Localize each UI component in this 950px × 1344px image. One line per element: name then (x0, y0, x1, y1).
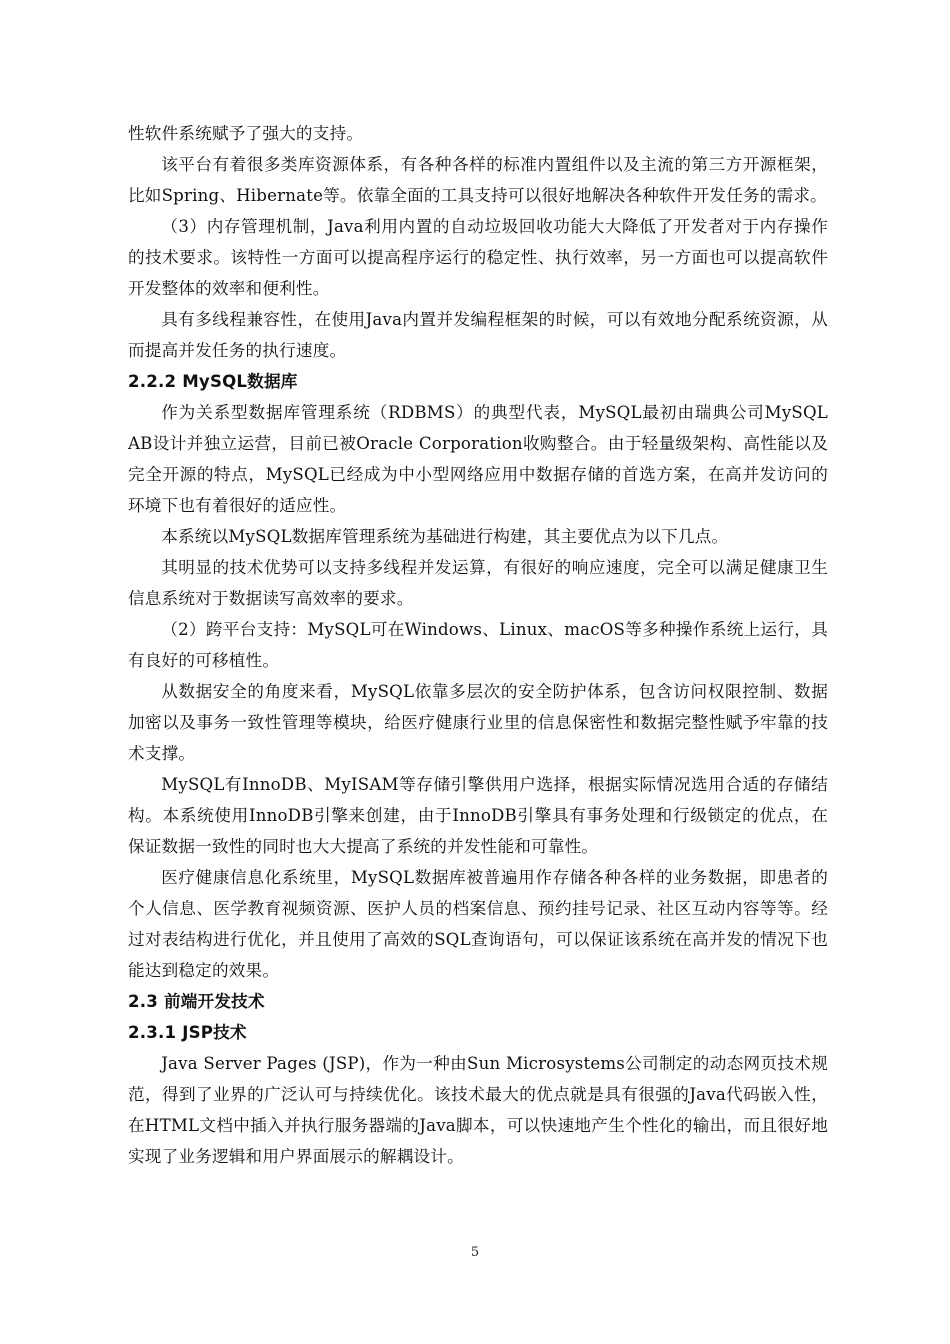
section-heading: 2.3 前端开发技术 (128, 992, 265, 1011)
body-paragraph: Java Server Pages (JSP)，作为一种由Sun Microsystems公司制定的动态网页技术规范，得到了业界的广泛认可与持续优化。该技术最大的优点就是具有很强的Java代码嵌入性，在HTML文档中插入并执行服务器端的Java脚本，可以快速地产生个性化的输出，而且很好地实现了业务逻辑和用户界面展示的解耦设计。 (128, 1054, 828, 1166)
section-heading: 2.3.1 JSP技术 (128, 1023, 247, 1042)
body-paragraph: 该平台有着很多类库资源体系，有各种各样的标准内置组件以及主流的第三方开源框架，比如Spring、Hibernate等。依靠全面的工具支持可以很好地解决各种软件开发任务的需求。 (128, 155, 828, 205)
page-number: 5 (470, 1245, 480, 1260)
document-body (128, 118, 828, 1172)
section-heading: 2.2.2 MySQL数据库 (128, 372, 298, 391)
body-paragraph: 从数据安全的角度来看，MySQL依靠多层次的安全防护体系，包含访问权限控制、数据加密以及事务一致性管理等模块，给医疗健康行业里的信息保密性和数据完整性赋予牢靠的技术支撑。 (128, 682, 828, 763)
body-paragraph: 医疗健康信息化系统里，MySQL数据库被普遍用作存储各种各样的业务数据，即患者的个人信息、医学教育视频资源、医护人员的档案信息、预约挂号记录、社区互动内容等等。经过对表结构进行优化，并且使用了高效的SQL查询语句，可以保证该系统在高并发的情况下也能达到稳定的效果。 (128, 868, 828, 980)
body-paragraph: 具有多线程兼容性，在使用Java内置并发编程框架的时候，可以有效地分配系统资源，从而提高并发任务的执行速度。 (128, 310, 828, 360)
body-paragraph: （2）跨平台支持：MySQL可在Windows、Linux、macOS等多种操作系统上运行，具有良好的可移植性。 (128, 620, 828, 670)
body-paragraph: （3）内存管理机制，Java利用内置的自动垃圾回收功能大大降低了开发者对于内存操作的技术要求。该特性一方面可以提高程序运行的稳定性、执行效率，另一方面也可以提高软件开发整体的效率和便利性。 (128, 217, 828, 298)
body-paragraph: 其明显的技术优势可以支持多线程并发运算，有很好的响应速度，完全可以满足健康卫生信息系统对于数据读写高效率的要求。 (128, 558, 828, 608)
body-paragraph: 作为关系型数据库管理系统（RDBMS）的典型代表，MySQL最初由瑞典公司MySQL AB设计并独立运营，目前已被Oracle Corporation收购整合。由于轻量级架构、高性能以及完全开源的特点，MySQL已经成为中小型网络应用中数据存储的首选方案，在高并发访问的环境下也有着很好的适应性。 (128, 403, 828, 515)
body-paragraph: 性软件系统赋予了强大的支持。 (128, 124, 364, 143)
body-paragraph: MySQL有InnoDB、MyISAM等存储引擎供用户选择，根据实际情况选用合适的存储结构。本系统使用InnoDB引擎来创建，由于InnoDB引擎具有事务处理和行级锁定的优点，在保证数据一致性的同时也大大提高了系统的并发性能和可靠性。 (128, 775, 828, 856)
body-paragraph: 本系统以MySQL数据库管理系统为基础进行构建，其主要优点为以下几点。 (161, 527, 729, 546)
